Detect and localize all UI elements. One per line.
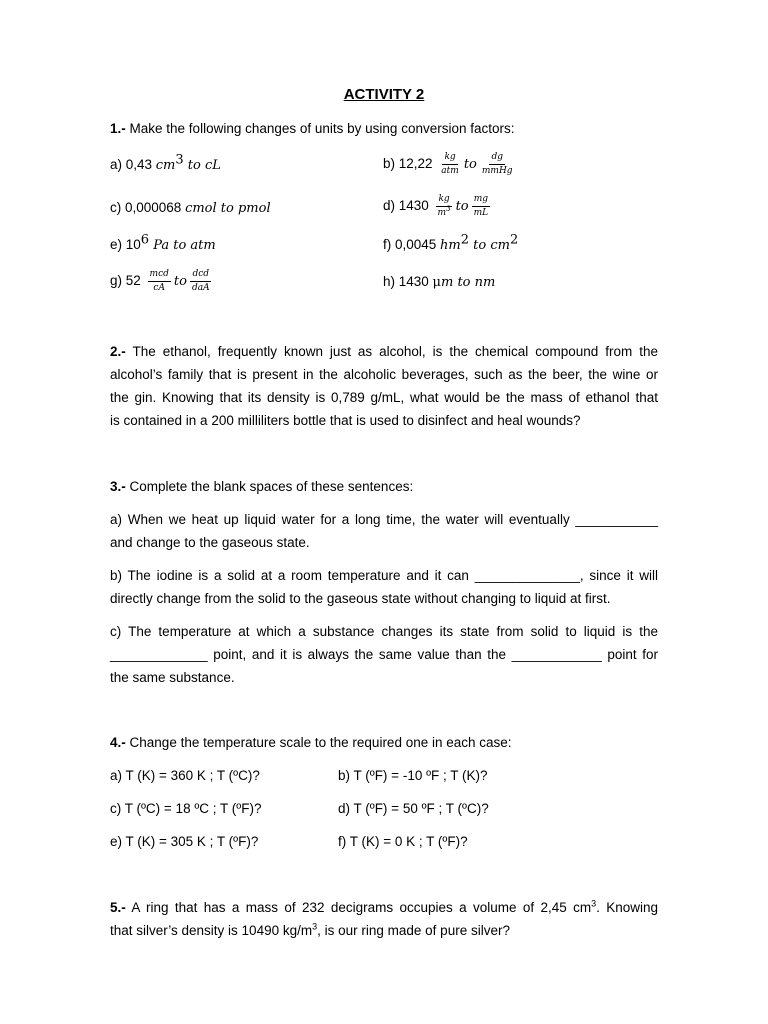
question-1-heading [110, 121, 515, 136]
q1-item-e [110, 232, 216, 253]
numerator: kg [442, 152, 457, 165]
fraction [148, 269, 171, 294]
denominator: daA [191, 283, 210, 293]
unit: m to nm [441, 275, 496, 290]
exponent: 2 [460, 232, 470, 248]
denominator: cA [153, 283, 165, 293]
numerator: dcd [190, 269, 211, 282]
q4-item-d: d) T (ºF) = 50 ºF ; T (ºC)? [338, 801, 489, 816]
question-number: 5.- [110, 900, 126, 915]
question-text: Change the temperature scale to the required one in each case: [129, 735, 512, 750]
unit: hm [440, 238, 461, 253]
numerator: mcd [148, 269, 171, 282]
item-label: b) 12,22 [383, 156, 437, 172]
exponent: 3 [312, 921, 318, 932]
paragraph-line: c) The temperature at which a substance changes its state from solid to liquid is the [110, 624, 658, 639]
paragraph-line: b) The iodine is a solid at a room temperature and it can ______________, since it will [110, 568, 658, 583]
unit: to cL [183, 158, 221, 173]
paragraph-line: _____________ point, and it is always the same value than the ____________ point for [110, 647, 658, 662]
line-text: . Knowing [596, 900, 658, 915]
q4-item-c: c) T (ºC) = 18 ºC ; T (ºF)? [110, 801, 262, 816]
denominator: atm [441, 166, 459, 176]
question-3-heading [110, 479, 413, 494]
page-title: ACTIVITY 2 [343, 86, 425, 103]
line-text: The ethanol, frequently known just as alcohol, is the chemical compound from the [132, 344, 658, 359]
fraction [480, 152, 515, 177]
line-text: , is our ring made of pure silver? [317, 923, 510, 938]
question-4-heading [110, 735, 512, 750]
q4-item-a: a) T (K) = 360 K ; T (ºC)? [110, 768, 260, 783]
fraction [436, 194, 453, 219]
q1-item-g [110, 269, 215, 294]
denominator [436, 207, 453, 219]
numerator: kg [436, 194, 451, 207]
question-5 [110, 896, 658, 942]
q3-item-a [110, 508, 658, 554]
item-label: e) 10 [110, 237, 141, 252]
q3-item-b [110, 564, 658, 610]
unit: to cm [469, 238, 510, 253]
q4-item-b: b) T (ºF) = -10 ºF ; T (K)? [338, 768, 488, 783]
question-text: Complete the blank spaces of these sentences: [129, 479, 414, 494]
question-text: Make the following changes of units by using conversion factors: [129, 121, 515, 136]
paragraph-line: is contained in a 200 milliliters bottle that is used to disinfect and heal wounds? [110, 413, 581, 428]
exponent: 2 [509, 232, 519, 248]
denominator: mL [473, 208, 489, 218]
q1-item-h [383, 274, 495, 290]
numerator: dg [489, 152, 505, 165]
fraction [439, 152, 461, 177]
fraction [472, 194, 491, 219]
to-word: to [463, 157, 477, 173]
exponent: 3 [591, 898, 597, 909]
line-text: A ring that has a mass of 232 decigrams occupies a volume of 2,45 cm [131, 900, 592, 915]
q4-item-f: f) T (K) = 0 K ; T (ºF)? [338, 834, 468, 849]
item-label: g) 52 [110, 273, 145, 289]
unit: cm [155, 158, 176, 173]
exponent: 6 [140, 232, 150, 248]
paragraph-line [110, 919, 658, 942]
item-label: f) 0,0045 [383, 237, 441, 252]
question-number: 2.- [110, 344, 126, 359]
paragraph-line [110, 340, 658, 363]
fraction [190, 269, 212, 294]
unit: cmol to pmol [185, 201, 271, 216]
to-word: to [173, 274, 187, 290]
item-label: h) 1430 [383, 274, 433, 289]
q1-item-b [383, 152, 518, 177]
paragraph-line: and change to the gaseous state. [110, 535, 310, 550]
item-label: c) 0,000068 [110, 200, 186, 215]
exponent: 3 [175, 152, 184, 168]
unit: Pa to atm [149, 238, 216, 253]
question-2 [110, 340, 658, 432]
denominator-base: m [437, 208, 447, 218]
q1-item-d [383, 194, 493, 219]
exponent: 3 [446, 205, 451, 213]
item-label: d) 1430 [383, 198, 433, 214]
denominator: mmHg [481, 166, 513, 176]
paragraph-line: alcohol’s family that is present in the alcoholic beverages, such as the beer, the wine or [110, 367, 658, 382]
q1-item-f [383, 232, 519, 253]
q1-item-a [110, 152, 221, 173]
paragraph-line: a) When we heat up liquid water for a long time, the water will eventually ___________ [110, 512, 658, 527]
question-number: 1.- [110, 121, 126, 136]
question-number: 3.- [110, 479, 126, 494]
paragraph-line [110, 896, 658, 919]
item-label: a) 0,43 [110, 157, 156, 172]
micro-symbol: μ [432, 275, 441, 290]
q1-item-c [110, 200, 271, 216]
paragraph-line: directly change from the solid to the gaseous state without changing to liquid at first. [110, 591, 611, 606]
numerator: mg [472, 194, 490, 207]
paragraph-line: the gin. Knowing that its density is 0,789 g/mL, what would be the mass of ethanol that [110, 390, 658, 405]
to-word: to [455, 199, 469, 215]
question-number: 4.- [110, 735, 126, 750]
paragraph-line: the same substance. [110, 670, 235, 685]
q3-item-c [110, 620, 658, 689]
line-text: that silver’s density is 10490 kg/m [110, 923, 313, 938]
q4-item-e: e) T (K) = 305 K ; T (ºF)? [110, 834, 259, 849]
